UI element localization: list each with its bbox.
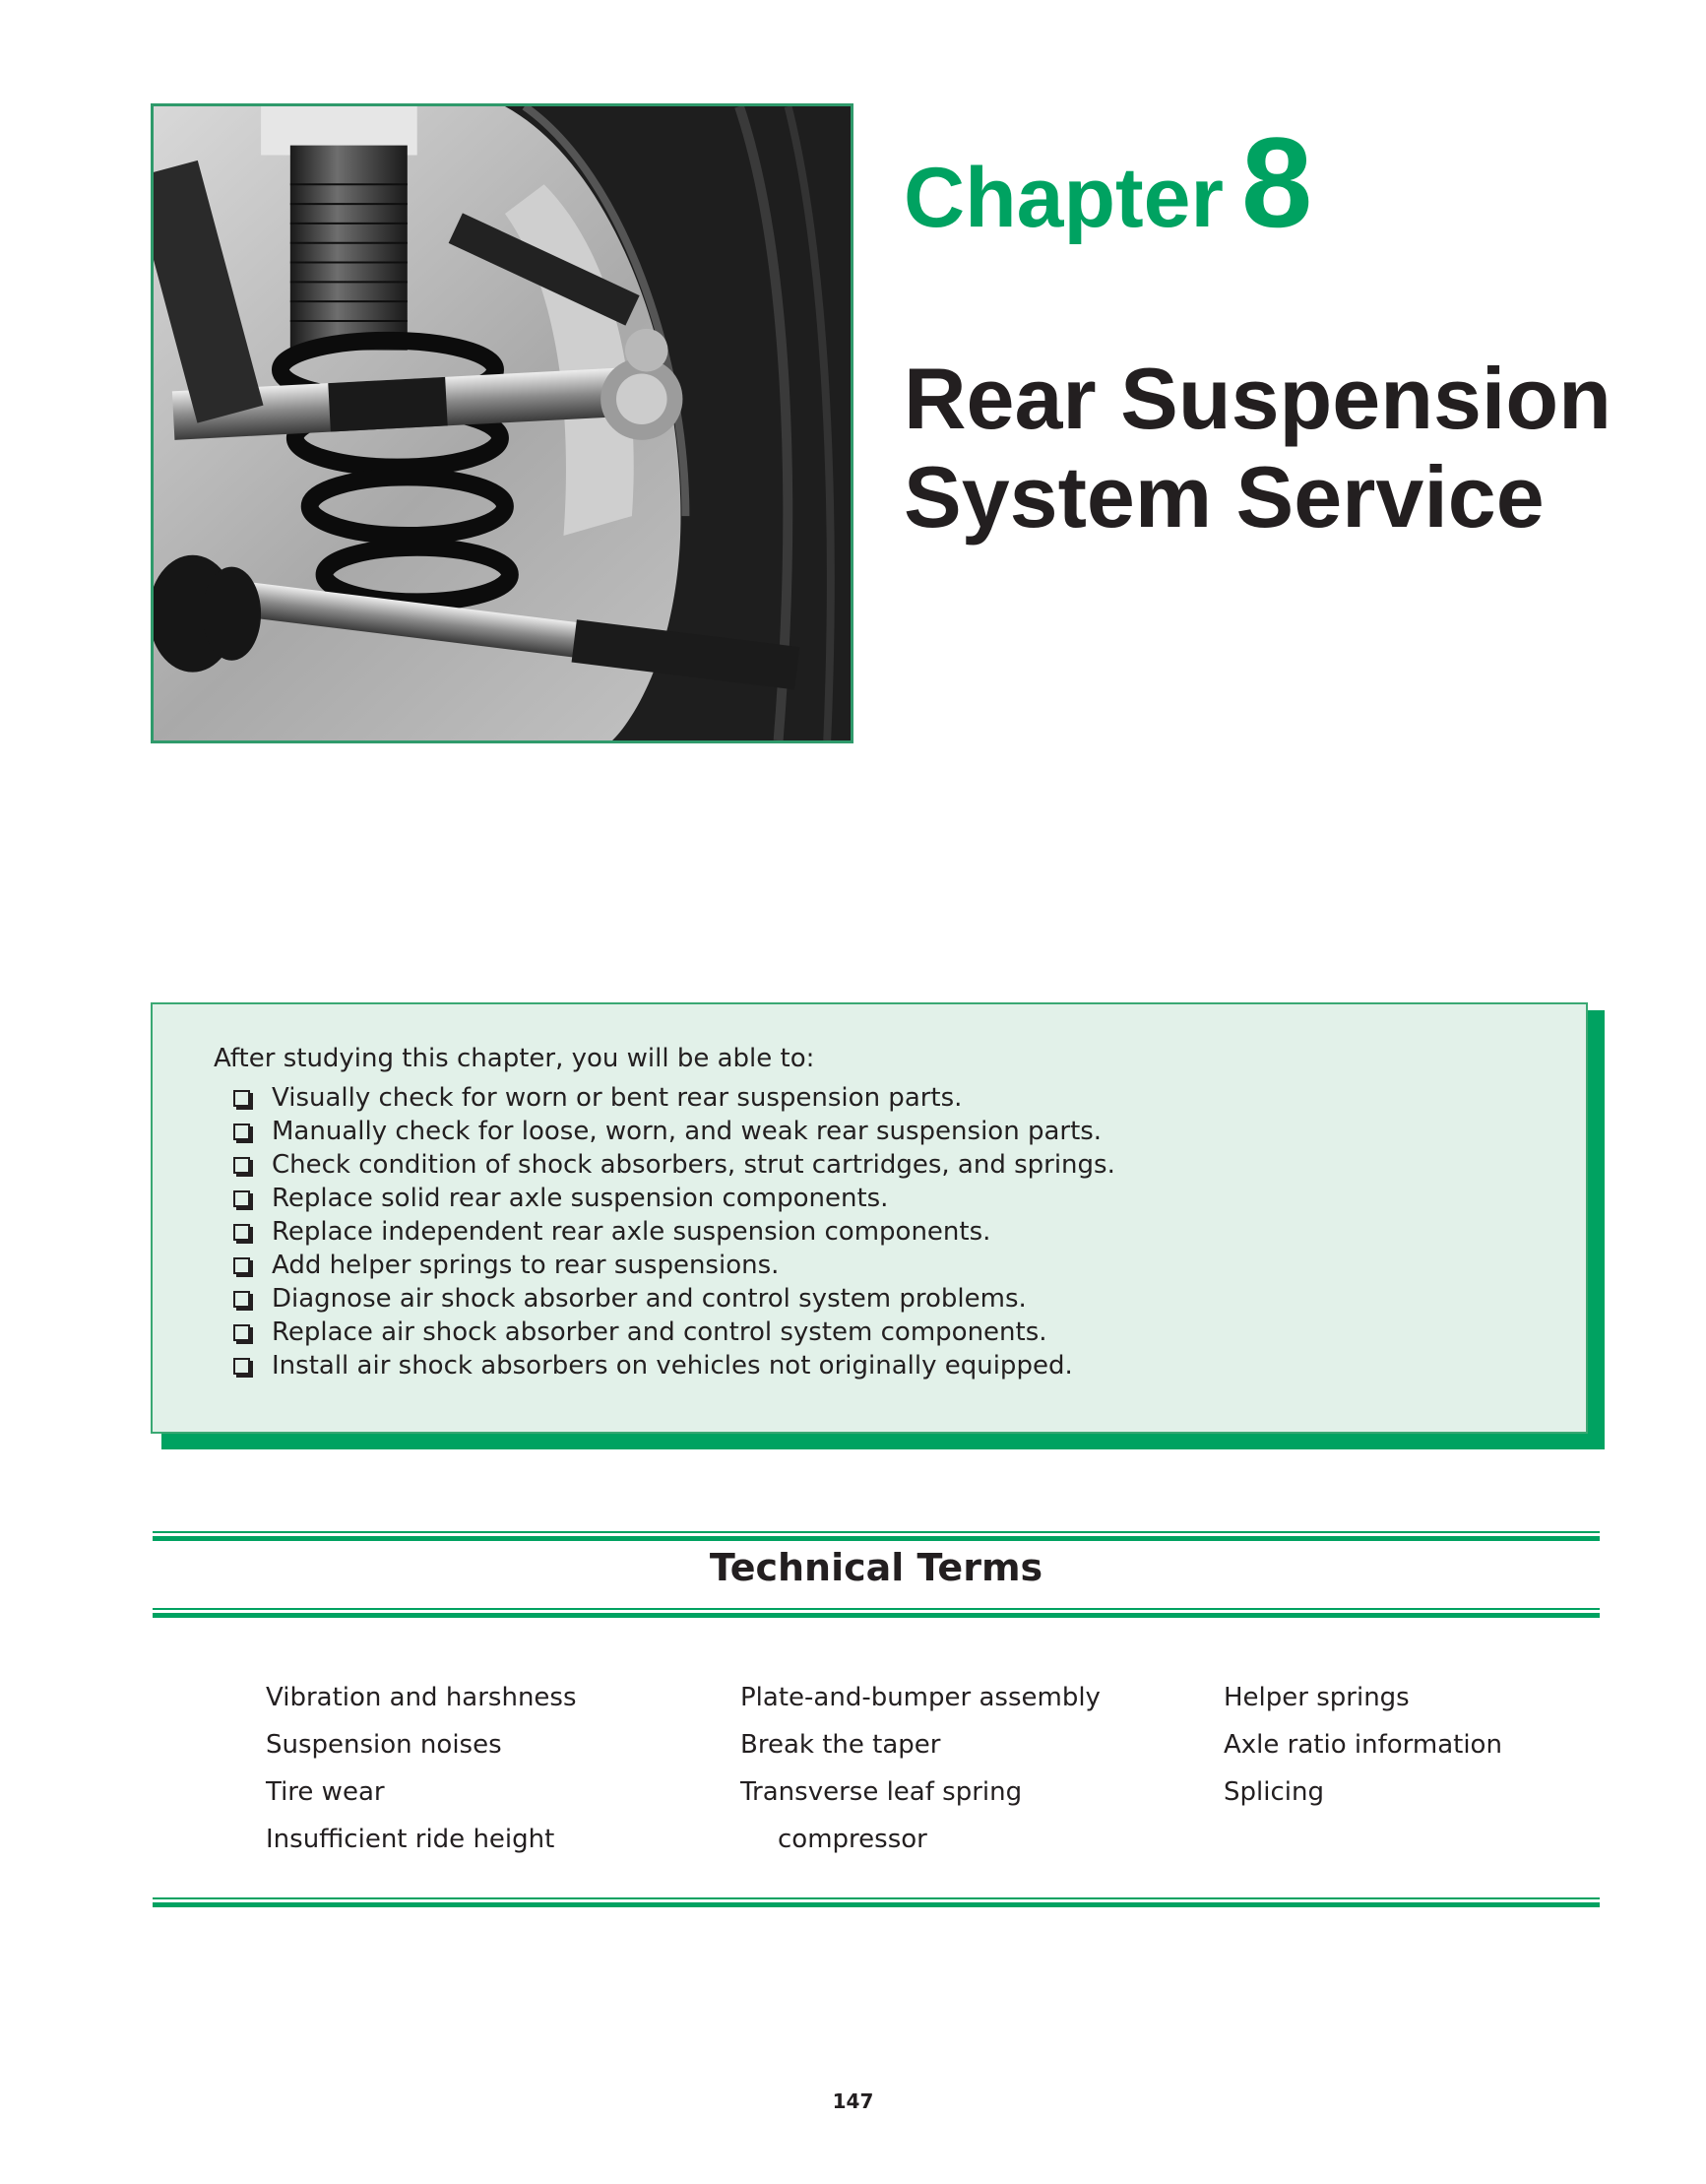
chapter-word: Chapter — [904, 151, 1224, 245]
page-number: 147 — [832, 2089, 874, 2113]
chapter-title-line-2: System Service — [904, 448, 1545, 546]
objective-text: Replace solid rear axle suspension components. — [272, 1184, 889, 1213]
checkbox-icon — [233, 1157, 250, 1174]
objective-item — [233, 1182, 1586, 1215]
term-item: Suspension noises — [266, 1730, 502, 1760]
chapter-title-line-1: Rear Suspension — [904, 350, 1611, 447]
objective-item — [233, 1148, 1586, 1182]
chapter-number: 8 — [1240, 110, 1313, 254]
term-item: Tire wear — [266, 1777, 385, 1807]
suspension-photo-graphic — [154, 106, 851, 740]
objective-item — [233, 1249, 1586, 1282]
objectives-list — [214, 1081, 1586, 1382]
checkbox-icon — [233, 1358, 250, 1375]
chapter-label — [904, 108, 1312, 256]
term-item: Vibration and harshness — [266, 1683, 577, 1712]
terms-column-2 — [740, 1674, 1101, 1863]
checkbox-icon — [233, 1190, 250, 1207]
term-item-continuation: compressor — [778, 1825, 927, 1854]
objective-text: Replace independent rear axle suspension components. — [272, 1217, 991, 1247]
objective-item — [233, 1215, 1586, 1249]
terms-column-3 — [1224, 1674, 1502, 1816]
checkbox-icon — [233, 1090, 250, 1107]
term-item: Splicing — [1224, 1777, 1324, 1807]
objective-text: Visually check for worn or bent rear suspension parts. — [272, 1083, 963, 1113]
checkbox-icon — [233, 1257, 250, 1274]
objective-text: Install air shock absorbers on vehicles not originally equipped. — [272, 1351, 1073, 1381]
objective-item — [233, 1316, 1586, 1349]
objective-item — [233, 1115, 1586, 1148]
term-item: Break the taper — [740, 1730, 941, 1760]
term-item: Helper springs — [1224, 1683, 1410, 1712]
checkbox-icon — [233, 1291, 250, 1308]
objectives-intro: After studying this chapter, you will be able to: — [214, 1044, 815, 1073]
term-item: Transverse leaf spring — [740, 1777, 1023, 1807]
objective-text: Check condition of shock absorbers, strut cartridges, and springs. — [272, 1150, 1115, 1180]
terms-top-rule — [153, 1531, 1600, 1541]
term-item: Axle ratio information — [1224, 1730, 1502, 1760]
term-item: Plate-and-bumper assembly — [740, 1683, 1101, 1712]
terms-bottom-rule — [153, 1897, 1600, 1907]
objective-text: Replace air shock absorber and control system components. — [272, 1317, 1047, 1347]
objectives-box — [151, 1002, 1588, 1434]
technical-terms-heading: Technical Terms — [709, 1546, 1043, 1589]
checkbox-icon — [233, 1124, 250, 1140]
objective-item — [233, 1282, 1586, 1316]
chapter-title — [904, 350, 1672, 546]
checkbox-icon — [233, 1224, 250, 1241]
suspension-photo — [151, 103, 853, 743]
objective-text: Manually check for loose, worn, and weak rear suspension parts. — [272, 1117, 1103, 1146]
objective-text: Diagnose air shock absorber and control system problems. — [272, 1284, 1027, 1314]
checkbox-icon — [233, 1324, 250, 1341]
term-item: Insufficient ride height — [266, 1825, 555, 1854]
objective-item — [233, 1081, 1586, 1115]
objective-text: Add helper springs to rear suspensions. — [272, 1251, 780, 1280]
terms-header-rule — [153, 1608, 1600, 1618]
objective-item — [233, 1349, 1586, 1382]
terms-column-1 — [266, 1674, 577, 1863]
